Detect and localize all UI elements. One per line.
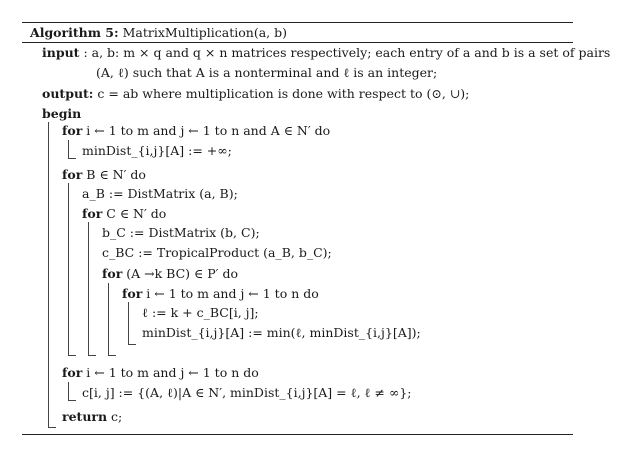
begin-keyword: begin (42, 106, 82, 121)
line-for1: for i ← 1 to m and j ← 1 to n and A ∈ N′ do (62, 123, 331, 138)
forB-block-bar (68, 183, 69, 355)
input-keyword: input (42, 45, 80, 60)
forij-block-bar (128, 302, 129, 344)
output-keyword: output: (42, 86, 94, 101)
output-text: c = ab where multiplication is done with respect to (⊙, ∪); (97, 86, 470, 101)
input-line-2 (96, 65, 437, 81)
forC-block-bar (88, 222, 89, 355)
forA-block-foot (108, 355, 116, 356)
top-rule (22, 22, 573, 23)
for1-block-foot (68, 158, 76, 159)
line-return: return c; (62, 409, 123, 424)
line-forB: for B ∈ N′ do (62, 167, 146, 182)
line-cij: c[i, j] := {(A, ℓ)|A ∈ N′, minDist_{i,j}[A] = ℓ, ℓ ≠ ∞}; (82, 385, 412, 400)
input-line-1 (42, 45, 610, 61)
line-cBC: c_BC := TropicalProduct (a_B, b_C); (102, 245, 332, 260)
algorithm-label: Algorithm 5: (30, 25, 119, 40)
input-text-2: (A, ℓ) such that A is a nonterminal and ℓ is an integer; (96, 65, 438, 80)
begin-block-foot (48, 427, 56, 428)
bottom-rule (22, 434, 573, 435)
input-text-1: : a, b: m × q and q × n matrices respectively; each entry of a and b is a set of pairs (83, 45, 611, 60)
algorithm-name: MatrixMultiplication(a, b) (122, 25, 287, 40)
line-mindist-update: minDist_{i,j}[A] := min(ℓ, minDist_{i,j}[A]); (142, 325, 421, 340)
algorithm-title (30, 25, 287, 41)
output-line (42, 86, 469, 102)
line-forC: for C ∈ N′ do (82, 206, 167, 221)
begin-block-bar (48, 122, 49, 427)
forij-block-foot (128, 344, 136, 345)
forC-block-foot (88, 355, 96, 356)
forB-block-foot (68, 355, 76, 356)
line-for2: for i ← 1 to m and j ← 1 to n do (62, 365, 259, 380)
for1-block-bar (68, 140, 69, 158)
for2-block-foot (68, 400, 76, 401)
line-forij: for i ← 1 to m and j ← 1 to n do (122, 286, 319, 301)
line-mindist-init: minDist_{i,j}[A] := +∞; (82, 143, 232, 158)
line-forA: for (A →k BC) ∈ P′ do (102, 266, 238, 281)
for2-block-bar (68, 382, 69, 400)
forA-block-bar (108, 283, 109, 355)
line-aB: a_B := DistMatrix (a, B); (82, 186, 238, 201)
line-ell: ℓ := k + c_BC[i, j]; (142, 305, 259, 320)
title-rule (22, 42, 573, 43)
line-bC: b_C := DistMatrix (b, C); (102, 225, 260, 240)
